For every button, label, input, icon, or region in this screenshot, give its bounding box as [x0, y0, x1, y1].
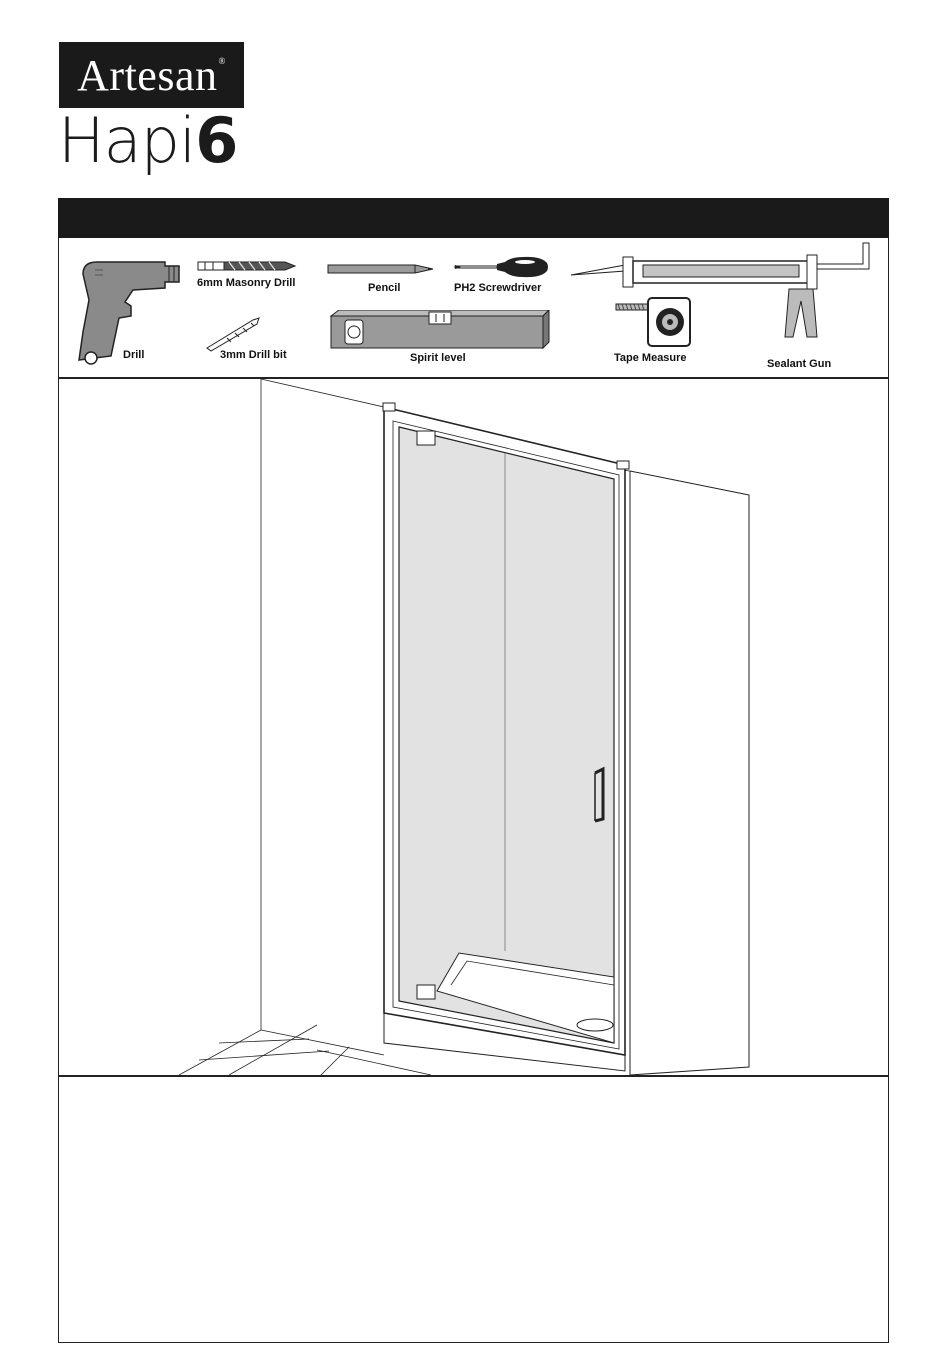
pencil-label: Pencil [368, 282, 401, 294]
installation-illustration [58, 379, 889, 1075]
sealant-gun-label: Sealant Gun [767, 358, 832, 370]
spirit-level-icon [329, 310, 551, 350]
spirit-level-label: Spirit level [410, 352, 466, 364]
screwdriver-label: PH2 Screwdriver [454, 282, 542, 294]
product-name [58, 104, 238, 177]
tools-panel [58, 238, 889, 379]
brand-logo [59, 42, 244, 108]
shower-door-illustration [59, 379, 888, 1075]
title-bar [58, 198, 889, 238]
brand-name: Artesan [77, 50, 218, 100]
notes-panel [58, 1075, 889, 1343]
drill-bit-label: 3mm Drill bit [220, 349, 287, 361]
pencil-icon [327, 263, 435, 275]
product-name-text: Hapi [58, 104, 196, 177]
tape-measure-label: Tape Measure [614, 352, 687, 364]
drill-label: Drill [123, 349, 145, 361]
screwdriver-icon [453, 255, 549, 279]
drill-bit-icon [205, 316, 261, 352]
registered-mark: ® [218, 56, 226, 66]
sealant-gun-icon [567, 241, 875, 341]
masonry-drill-bit-icon [197, 259, 297, 273]
product-name-number: 6 [195, 104, 238, 177]
masonry-drill-label: 6mm Masonry Drill [197, 277, 296, 289]
